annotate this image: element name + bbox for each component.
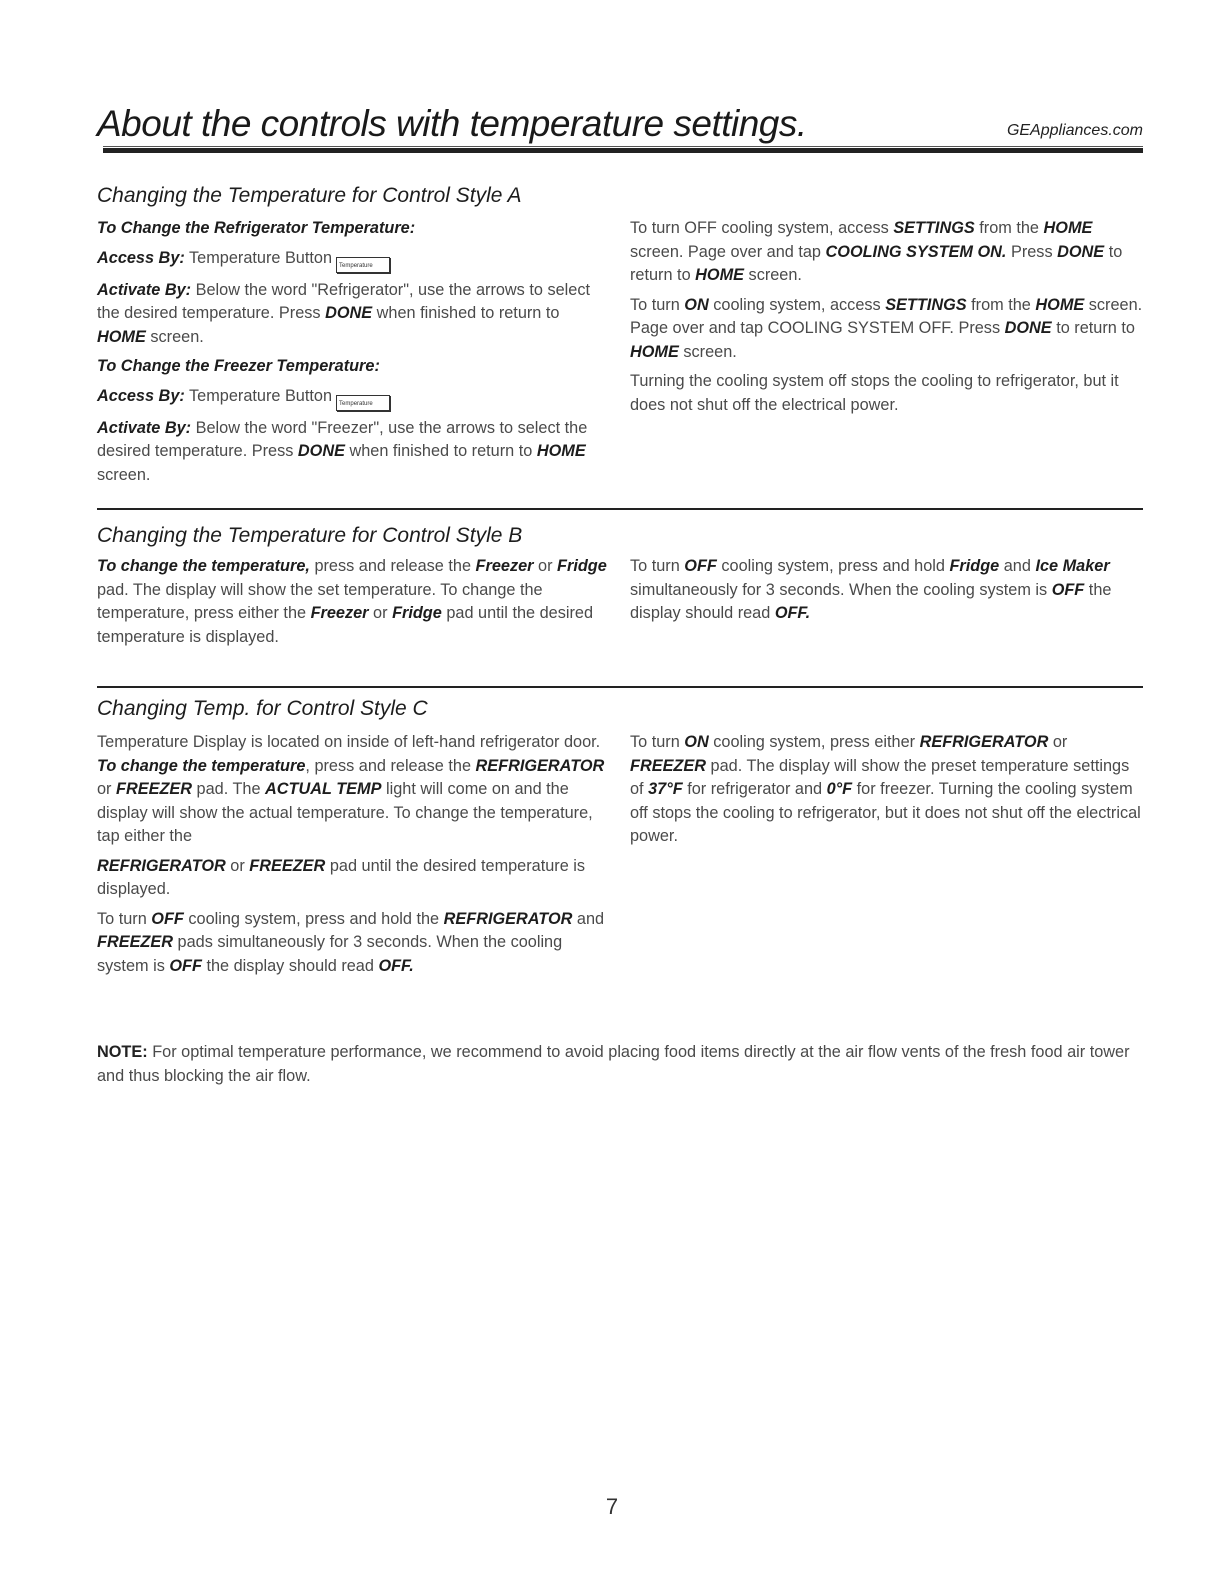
- style-c-turn-off: To turn OFF cooling system, press and hold the REFRIGERATOR and FREEZER pads simultaneously for 3 seconds. When the cooling system is OFF the display should read OFF.: [97, 909, 605, 975]
- page-title: About the controls with temperature settings.: [97, 103, 807, 144]
- style-c-pad-info: REFRIGERATOR or FREEZER pad until the desired temperature is displayed.: [97, 856, 586, 898]
- note-paragraph: [97, 1041, 1143, 1088]
- page-number: 7: [605, 1494, 619, 1519]
- style-c-display-info: Temperature Display is located on inside of left-hand refrigerator door. To change the temperature, press and release the REFRIGERATOR or FREEZER pad. The ACTUAL TEMP light will come on and the display will show the actual temperature. To change the temperature, tap either the: [97, 733, 605, 845]
- section-rule: [97, 686, 1143, 688]
- style-b-left-column: [97, 555, 609, 655]
- fridge-subheading: To Change the Refrigerator Temperature:: [97, 219, 416, 237]
- style-a-turn-off: To turn OFF cooling system, access SETTINGS from the HOME screen. Page over and tap COOLING SYSTEM ON. Press DONE to return to HOME screen.: [630, 219, 1123, 284]
- style-b-right-column: [630, 555, 1143, 632]
- site-url: GEAppliances.com: [1006, 122, 1143, 139]
- style-a-left-column: [97, 217, 609, 493]
- note-label: NOTE:: [97, 1043, 148, 1061]
- style-b-change-temp: To change the temperature, press and release the Freezer or Fridge pad. The display will show the set temperature. To change the temperature, press either the Freezer or Fridge pad until the desired temperature is displayed.: [97, 557, 607, 646]
- fridge-activate: Activate By: Below the word "Refrigerator", use the arrows to select the desired temperature. Press DONE when finished to return to HOME screen.: [97, 280, 590, 346]
- style-b-turn-off: To turn OFF cooling system, press and hold Fridge and Ice Maker simultaneously for 3 seconds. When the cooling system is OFF the display should read OFF.: [630, 557, 1112, 622]
- temperature-button-icon: Temperature: [336, 257, 390, 273]
- style-c-left-column: [97, 731, 609, 984]
- section-style-c: [97, 686, 1143, 1016]
- freezer-access: Access By: Temperature Button Temperature: [97, 385, 609, 411]
- section-heading-style-a: Changing the Temperature for Control Style A: [97, 184, 522, 207]
- fridge-access: Access By: Temperature Button Temperature: [97, 247, 609, 273]
- temperature-button-icon: Temperature: [336, 395, 390, 411]
- style-a-turn-on: To turn ON cooling system, access SETTINGS from the HOME screen. Page over and tap COOLING SYSTEM OFF. Press DONE to return to HOME screen.: [630, 295, 1143, 361]
- style-c-turn-on: To turn ON cooling system, press either REFRIGERATOR or FREEZER pad. The display will show the preset temperature settings of 37°F for refrigerator and 0°F for freezer. Turning the cooling system off stops the cooling to refrigerator, but it does not shut off the electrical power.: [630, 733, 1141, 845]
- section-rule: [97, 508, 1143, 510]
- section-heading-style-c: Changing Temp. for Control Style C: [97, 697, 428, 720]
- style-a-power-note: Turning the cooling system off stops the cooling to refrigerator, but it does not shut off the electrical power.: [630, 372, 1119, 414]
- section-style-b: [97, 508, 1143, 658]
- freezer-activate: Activate By: Below the word "Freezer", use the arrows to select the desired temperature. Press DONE when finished to return to HOME screen.: [97, 418, 588, 484]
- style-a-right-column: [630, 217, 1143, 423]
- header-rule: [103, 148, 1143, 153]
- freezer-subheading: To Change the Freezer Temperature:: [97, 357, 380, 375]
- header-rule-thin: [103, 146, 1143, 147]
- note-text: For optimal temperature performance, we recommend to avoid placing food items directly at the air flow vents of the fresh food air tower and thus blocking the air flow.: [97, 1043, 1130, 1085]
- style-c-right-column: [630, 731, 1143, 855]
- section-style-a: [97, 180, 1143, 490]
- section-heading-style-b: Changing the Temperature for Control Style B: [97, 524, 523, 547]
